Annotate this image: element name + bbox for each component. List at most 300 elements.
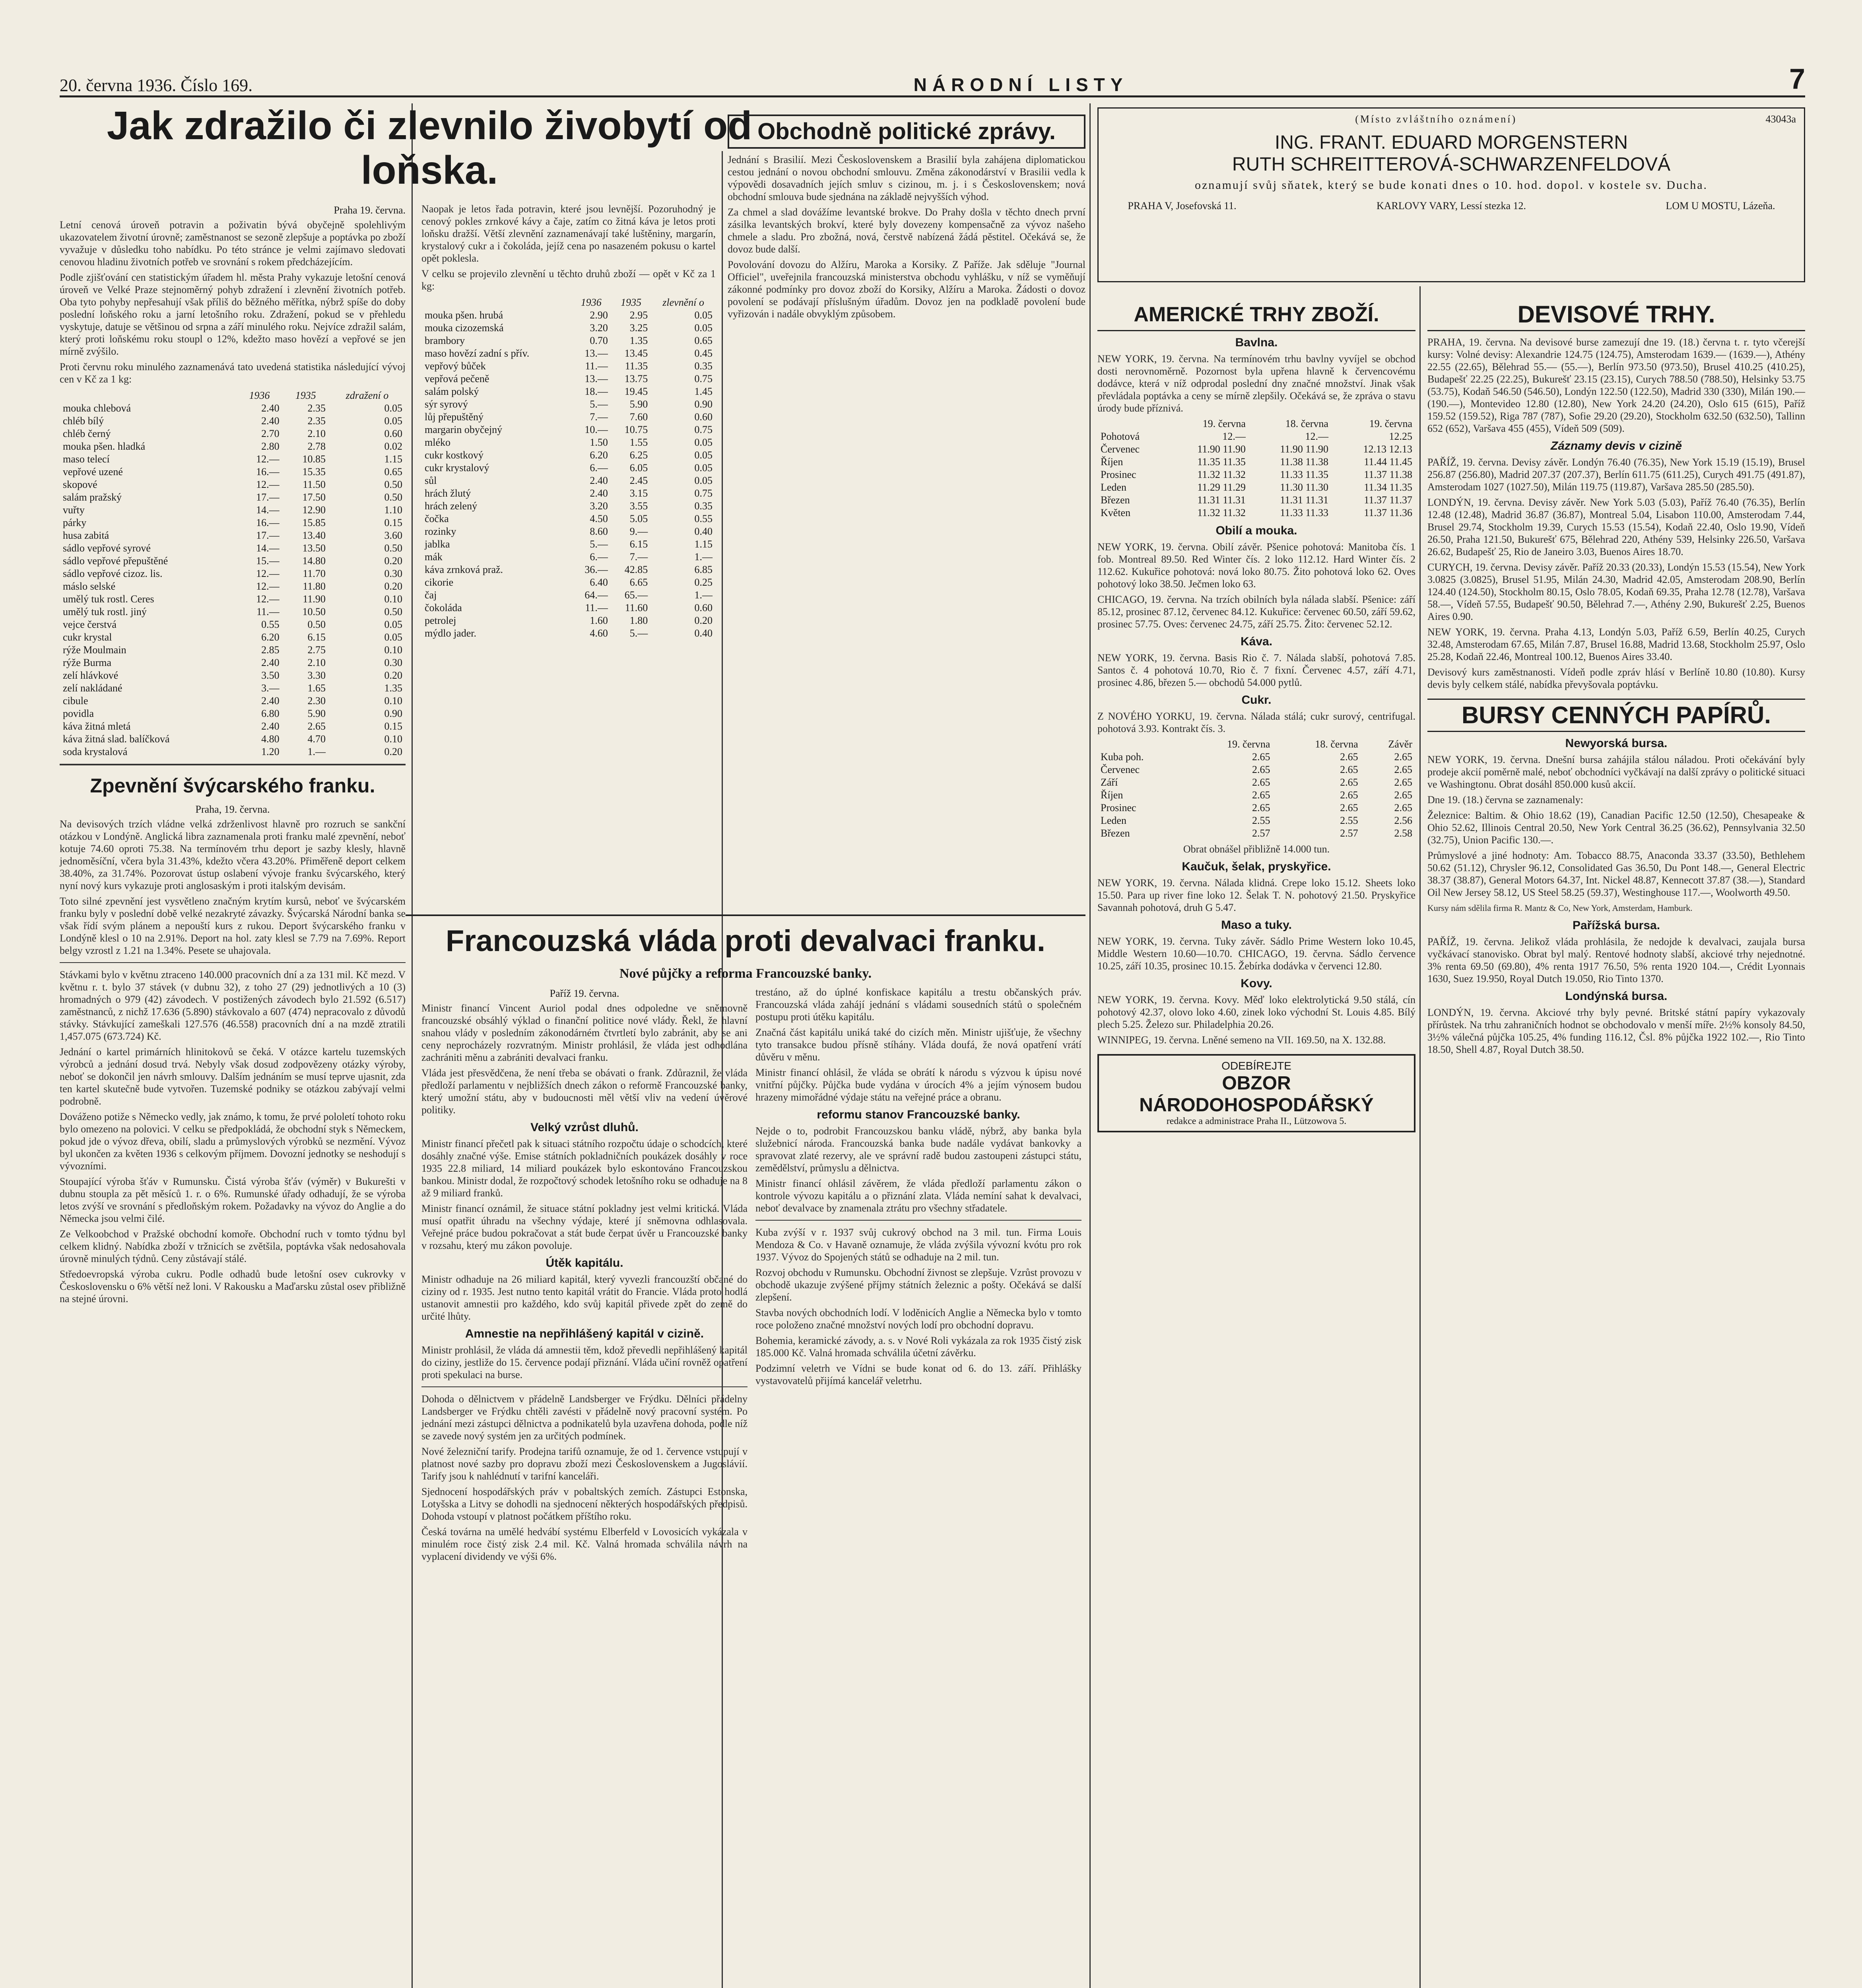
obzor-advertisement: [1097, 1054, 1415, 1132]
row-label: sádlo vepřové přepuštěné: [63, 555, 168, 567]
divider: [60, 764, 406, 765]
row-label: sádlo vepřové syrové: [63, 542, 151, 554]
row-label: petrolej: [425, 615, 456, 626]
market-report: Devisový kurs zaměstnanosti. Vídeň podle zpráv hlásí v Berlíně 10.80 (10.80). Kursy devis byly celkem stálé, nabídka převyšovala poptávku.: [1427, 666, 1805, 690]
ad-title: OBZOR NÁRODOHOSPODÁŘSKÝ: [1139, 1073, 1374, 1116]
row-label: máslo selské: [63, 580, 116, 592]
row-label: Leden: [1101, 481, 1126, 493]
cell-value: 2.57: [1340, 827, 1358, 839]
table-row: [1097, 481, 1415, 494]
market-report: NEW YORK, 19. června. Basis Rio č. 7. Nálada slabší, pohotová 7.85. Santos č. 4 pohotová 10.70, Rio č. 7 fixní. Červenec 4.57, září 4.71, prosinec 4.86, březen 5.— obchodů 54.000 pytlů.: [1097, 652, 1415, 688]
cell-value: 6.—: [590, 551, 608, 563]
table-row: [60, 644, 406, 656]
row-label: mouka pšen. hrubá: [425, 309, 503, 321]
cell-value: 13.40: [302, 530, 326, 541]
row-label: sůl: [425, 475, 437, 486]
row-label: husa zabitá: [63, 530, 109, 541]
article-paragraph: Ministr financí Vincent Auriol podal dnes odpoledne ve sněmovně francouzské obsáhlý výklad o finanční politice nové vlády. Řekl, že hlavní snahou vlády v posledním zákonodárném čtvrtletí bylo zabránit, aby se ani ceny neprocházely rozvratným. Ministr prohlásil, že vláda jest odhodlána zachrániti měnu a zabrániti devalvaci franku.: [421, 1002, 748, 1063]
news-item: Středoevropská výroba cukru. Podle odhadů bude letošní osev cukrovky v Československu o 6% větší než loni. V Rakousku a Maďarsku zůstal osev přibližně na stejné úrovni.: [60, 1268, 406, 1305]
article-title: Francouzská vláda proti devalvaci franku.: [446, 924, 1045, 958]
article-paragraph: Značná část kapitálu uniká také do cizích měn. Ministr ujišťuje, že všechny tyto transakce budou přísně stíhány. Vláda doufá, že nová opatření vrátí důvěru v měnu.: [755, 1027, 1081, 1063]
table-row: [60, 478, 406, 491]
table-row: [60, 746, 406, 758]
cell-value: 6.—: [590, 462, 608, 474]
column-rule: [1089, 103, 1091, 1988]
ad-code: 43043a: [1765, 113, 1796, 125]
row-label: mouka pšen. hladká: [63, 441, 146, 452]
subheading: Cukr.: [1241, 693, 1272, 707]
row-label: Prosinec: [1101, 802, 1136, 813]
article-paragraph: Letní cenová úroveň potravin a poživatin bývá obyčejně spolehlivým ukazovatelem životní úrovně; zaměstnanost se sezoně zlepšuje a poptávka po zboží vyvažuje v důsledku toho nabídku. Po této stránce je velmi zajímavo sledovati cenovou hladinu životních potřeb ve srovnání s rokem předcházejícím.: [60, 219, 406, 268]
col-header: 1936: [581, 297, 602, 308]
cell-value: 0.25: [694, 577, 713, 588]
cell-value: 3.55: [629, 500, 648, 512]
cell-value: 1.15: [694, 538, 713, 550]
cell-value: 11.32 11.32: [1197, 469, 1246, 480]
cell-value: 16.—: [256, 466, 280, 478]
cell-value: 17.—: [256, 491, 280, 503]
row-label: Březen: [1101, 827, 1130, 839]
cell-value: 6.05: [629, 462, 648, 474]
trade-news-column: [728, 107, 1085, 903]
cell-value: 2.65: [1394, 802, 1412, 813]
cell-value: 1.20: [261, 746, 280, 757]
cell-value: 11.70: [303, 568, 326, 579]
fx-markets-column: [1427, 294, 1805, 1988]
table-row: [1097, 468, 1415, 481]
cell-value: 0.65: [384, 466, 402, 478]
row-label: Pohotová: [1101, 431, 1140, 442]
table-row: [421, 500, 716, 513]
table-row: [60, 606, 406, 618]
cell-value: 2.65: [1252, 789, 1270, 801]
market-report: NEW YORK, 19. června. Tuky závěr. Sádlo Prime Western loko 10.45, Middle Western 10.60—10.70. CHICAGO, 19. června. Sádlo července 10.25, září 10.35, prosinec 10.15. Žebírka dodávka v červenci 12.80.: [1097, 936, 1415, 972]
table-row: [421, 551, 716, 563]
cell-value: 3.25: [629, 322, 648, 334]
table-row: [60, 440, 406, 453]
subheading: Obilí a mouka.: [1215, 524, 1297, 537]
cell-value: 0.05: [694, 437, 713, 448]
cell-value: 0.10: [384, 733, 402, 745]
subheading: Káva.: [1240, 635, 1273, 648]
col-header: zdražení o: [346, 390, 389, 401]
table-row: [60, 720, 406, 733]
market-report: PAŘÍŽ, 19. června. Devisy závěr. Londýn 76.40 (76.35), New York 15.19 (15.19), Brusel 256.87 (256.80), Madrid 207.37 (207.37), Berlín 611.75 (611.25), Curych 491.75 (491.87), Amsterodam 1027 (1027.50), Milán 119.75 (119.87), Varšava 285.50 (285.50).: [1427, 456, 1805, 493]
divider: [60, 962, 406, 963]
cell-value: 12.—: [256, 568, 280, 579]
table-row: [421, 576, 716, 589]
table-row: [421, 602, 716, 614]
issue-date: 20. června 1936. Číslo 169.: [60, 76, 253, 95]
market-report: NEW YORK, 19. června. Nálada klidná. Crepe loko 15.12. Sheets loko 15.50. Para up river fine loko 12. Šelak T. N. pohotový 21.50. Pryskyřice Savannah pohotová, druh G 5.47.: [1097, 877, 1415, 913]
cell-value: 11.37 11.37: [1364, 494, 1412, 506]
table-row: [421, 462, 716, 474]
living-cost-article: [60, 103, 799, 192]
row-label: čaj: [425, 589, 437, 601]
cell-value: 19. června: [1202, 418, 1246, 429]
cell-value: 2.40: [261, 657, 280, 668]
cell-value: 18. června: [1315, 738, 1358, 750]
cell-value: 11.80: [303, 580, 326, 592]
cell-value: 1.65: [307, 682, 326, 694]
cell-value: 0.50: [307, 619, 326, 630]
cell-value: 1.—: [694, 589, 713, 601]
news-item: Kuba zvýší v r. 1937 svůj cukrový obchod na 3 mil. tun. Firma Louis Mendoza & Co. v Havaně oznamuje, že vláda zvýšila vývozní kvótu pro rok 1937. Vývoz do Spojených států se odhaduje na 2 mil. tun.: [755, 1227, 1081, 1263]
row-label: mýdlo jader.: [425, 627, 476, 639]
row-label: [1097, 738, 1185, 751]
row-label: salám polský: [425, 386, 479, 397]
cell-value: 11.34 11.35: [1364, 481, 1412, 493]
news-item: Podzimní veletrh ve Vídni se bude konat od 6. do 13. září. Přihlášky vystavovatelů přijímá kancelář veletrhu.: [755, 1363, 1081, 1386]
cell-value: 2.65: [1340, 751, 1358, 763]
market-report: NEW YORK, 19. června. Obilí závěr. Pšenice pohotová: Manitoba čís. 1 fob. Montreal 89.50. Red Winter čís. 2 loko 112.12. Hard Winter čís. 2 112.62. Kukuřice pohotová: nová loko 80.75. Žito pohotová loko 62. Oves pohotový loko 38.50. Ječmen loko 63.: [1097, 541, 1415, 590]
cell-value: 6.40: [590, 577, 608, 588]
table-row: [60, 631, 406, 644]
table-row: [1097, 507, 1415, 519]
cell-value: 0.10: [384, 593, 402, 605]
cell-value: 0.30: [384, 568, 402, 579]
price-table-decrease: [421, 296, 716, 640]
cell-value: 2.65: [1394, 777, 1412, 788]
row-label: rozinky: [425, 526, 456, 537]
cell-value: 0.50: [384, 606, 402, 617]
article-paragraph: Ministr financí oznámil, že situace státní pokladny jest velmi kritická. Vláda musí opatřit úhradu na všechny výdaje, které jí sněmovna odhlasovala. Veřejné práce budou pokračovat a stát bude čerpat úvěr u Francouzské banky v rozsahu, který mu zákon povoluje.: [421, 1203, 748, 1251]
cell-value: 13.50: [302, 542, 326, 554]
table-row: [421, 614, 716, 627]
cell-value: 0.20: [384, 580, 402, 592]
french-article-col1: [421, 986, 748, 1988]
cell-value: 11.50: [303, 479, 326, 490]
news-item: Nové železniční tarify. Prodejna tarifů oznamuje, že od 1. července vstupují v platnost nové sazby pro dopravu zboží mezi Československem a Jugoslávií. Tarify jsou k nahlédnutí v tarifní kanceláři.: [421, 1446, 748, 1482]
cell-value: 0.20: [384, 670, 402, 681]
table-row: [421, 627, 716, 640]
ad-top-row: [1107, 113, 1796, 125]
table-row: [421, 423, 716, 436]
table-row: [1097, 494, 1415, 507]
table-row: [60, 695, 406, 707]
dateline: Praha 19. června.: [334, 204, 406, 216]
cell-value: 2.65: [307, 720, 326, 732]
cell-value: 18.—: [584, 386, 608, 397]
cell-value: 36.—: [584, 564, 608, 575]
market-report: PRAHA, 19. června. Na devisové burse zamezují dne 19. (18.) června t. r. tyto včerejší kursy: Volné devisy: Alexandrie 124.75 (124.75), Amsterodam 1639.— (1639.—), Athény 22.55 (22.65), Bělehrad 55.— (55.—), Berlín 973.50 (973.50), Brusel 410.25 (410.25), Budapešť 22.25 (22.25), Bukurešť 23.15 (23.15), Curych 788.50 (788.50), Helsinky 53.75 (53.75), Kodaň 546.50 (546.50), Londýn 122.50 (122.50), Madrid 330 (330), Milán 190.— (190.—), Montevideo 12.80 (12.80), New York 24.20 (24.20), Oslo 615 (615), Paříž 159.52 (159.52), Riga 787 (787), Sofie 29.20 (29.20), Stockholm 632.50 (632.50), Tallinn 652 (652), Varšava 455 (455), Vídeň 509 (509).: [1427, 336, 1805, 434]
cell-value: 2.40: [261, 415, 280, 427]
subheading: Kovy.: [1241, 977, 1272, 990]
market-report: PAŘÍŽ, 19. června. Jelikož vláda prohlásila, že nedojde k devalvaci, zaujala bursa vyčkávací stanovisko. Obrat byl malý. Rentové hodnoty slabší, akciové trhy nejednotné. 3% renta 69.50 (69.80), 4% renta 1917 76.50, 5% renta 1920 104.—, Crédit Lyonnais 1630, Suez 19.950, Royal Dutch 19.050, Rio Tinto 1370.: [1427, 936, 1805, 984]
american-markets-column: [1097, 294, 1415, 1988]
row-label: umělý tuk rostl. jiný: [63, 606, 147, 617]
cell-value: 0.35: [694, 500, 713, 512]
cell-value: 12.—: [256, 593, 280, 605]
cell-value: 0.10: [384, 695, 402, 707]
market-report: Obrat obnášel přibližně 14.000 tun.: [1183, 843, 1330, 855]
row-label: Červenec: [1101, 443, 1140, 455]
market-report: Dne 19. (18.) června se zaznamenaly:: [1427, 794, 1583, 806]
cell-value: 0.75: [694, 373, 713, 384]
table-row: [1097, 456, 1415, 468]
cell-value: 0.50: [384, 491, 402, 503]
cell-value: 2.10: [307, 428, 326, 439]
row-label: čočka: [425, 513, 449, 524]
cell-value: 4.60: [590, 627, 608, 639]
cell-value: 2.90: [590, 309, 608, 321]
cell-value: 8.60: [590, 526, 608, 537]
table-row: [1097, 802, 1415, 814]
cell-value: 0.05: [694, 309, 713, 321]
cell-value: 0.05: [694, 462, 713, 474]
cell-value: 12.—: [1222, 431, 1246, 442]
market-report: CHICAGO, 19. června. Na trzích obilních byla nálada slabší. Pšenice: září 85.12, prosinec 87.12, červenec 84.12. Kukuřice: červenec 60.50, září 59.62, prosinec 57.75. Oves: červenec 24.75, září 25.75. Žito: červenec 52.12.: [1097, 594, 1415, 630]
cell-value: 6.80: [261, 708, 280, 719]
row-label: vepřová pečeně: [425, 373, 489, 384]
cell-value: 2.65: [1340, 802, 1358, 813]
row-label: Červenec: [1101, 764, 1140, 775]
row-label: zelí hlávkové: [63, 670, 118, 681]
cell-value: 11.31 11.31: [1197, 494, 1246, 506]
row-label: vepřové uzené: [63, 466, 123, 478]
cell-value: 2.40: [590, 487, 608, 499]
news-item: Sjednocení hospodářských práv v pobaltských zemích. Zástupci Estonska, Lotyšska a Litvy se dohodli na sjednocení některých hospodářských předpisů. Dohoda vstoupí v platnost počátkem příštího roku.: [421, 1486, 748, 1522]
article-paragraph: Ministr financí přečetl pak k situaci státního rozpočtu údaje o schodcích, které dosáhly značné výše. Emise státních pokladničních poukázek dosáhly v roce 1935 22.8 miliard, 14 miliard poukázek bylo eskontováno Francouzskou bankou. Ministr dodal, že rozpočtový schodek letošního roku se odhaduje na 8 až 9 miliard franků.: [421, 1138, 748, 1199]
column-rule: [1419, 286, 1421, 1988]
cell-value: Závěr: [1388, 738, 1412, 750]
cell-value: 0.45: [694, 348, 713, 359]
cell-value: 2.65: [1252, 751, 1270, 763]
section-title: AMERICKÉ TRHY ZBOŽÍ.: [1097, 301, 1415, 331]
cell-value: 11.90 11.90: [1197, 443, 1246, 455]
cell-value: 0.35: [694, 360, 713, 372]
table-row: [421, 538, 716, 551]
cell-value: 2.65: [1252, 802, 1270, 813]
cell-value: 10.50: [302, 606, 326, 617]
cell-value: 13.75: [624, 373, 648, 384]
table-row: [60, 618, 406, 631]
cell-value: 0.75: [694, 487, 713, 499]
market-report: Průmyslové a jiné hodnoty: Am. Tobacco 88.75, Anaconda 33.37 (33.50), Bethlehem 50.62 (51.12), Chrysler 96.12, Consolidated Gas 36.50, Du Pont 148.—, General Electric 38.37 (38.87), General Motors 64.37, Int. Nickel 48.87, Kennecott 37.87 (38.—), Standard Oil New Jersey 58.12, US Steel 58.25 (59.37), Westinghouse 117.—, Woolworth 49.50.: [1427, 850, 1805, 898]
cell-value: 2.65: [1394, 764, 1412, 775]
cell-value: 0.50: [384, 542, 402, 554]
cell-value: 10.85: [302, 453, 326, 465]
article-paragraph: Toto silné zpevnění jest vysvětleno značným krytím kursů, neboť ve švýcarském franku byly v poslední době velké nezakryté závazky. Švýcarská Národní banka se však řídí svým plánem a nepouští kurs z rukou. Deport švýcarského franku v Londýně klesl o 10 na 2.91%. Deport na hol. zaty klesl se 7.79 na 7.69%. Report belgy vzrostl z 1.21 na 1.34%. Pesete se uhajovala.: [60, 895, 406, 956]
cell-value: 11.90: [303, 593, 326, 605]
row-label: cibule: [63, 695, 88, 707]
cell-value: 1.80: [629, 615, 648, 626]
news-item: Bohemia, keramické závody, a. s. v Nové Roli vykázala za rok 1935 čistý zisk 185.000 Kč. Valná hromada schválila účetní závěrku.: [755, 1335, 1081, 1359]
cell-value: 2.57: [1252, 827, 1270, 839]
cell-value: 2.65: [1340, 777, 1358, 788]
wedding-announcement: [1097, 107, 1805, 282]
cell-value: 1.15: [384, 453, 402, 465]
news-item: Stavba nových obchodních lodí. V loděnicích Anglie a Německa bylo v tomto roce položeno značné množství nových lodí pro obchodní dopravu.: [755, 1307, 1081, 1331]
cell-value: 2.85: [261, 644, 280, 656]
article-paragraph: Vláda jest přesvědčena, že není třeba se obávati o frank. Zdůraznil, že vláda předloží parlamentu v nejbližších dnech zákon o reformě Francouzské banky, který umožní státu, aby v budoucnosti měl větší vliv na vedení úvěrové politiky.: [421, 1067, 748, 1116]
article-paragraph: Nejde o to, podrobit Francouzskou banku vládě, nýbrž, aby banka byla služebnicí národa. Francouzská banka bude nadále vydávat bankovky a spravovat zlaté rezervy, ale ve správní radě budou zastoupeni zástupci státu, zemědělství, průmyslu a dělnictva.: [755, 1125, 1081, 1174]
table-row: [1097, 738, 1415, 751]
table-row: [421, 347, 716, 360]
article-paragraph: Na devisových trzích vládne velká zdrženlivost hlavně pro rozruch se sankční otázkou v Londýně. Anglická libra zaznamenala proti franku malé zpevnění, neboť kotuje 74.60 oproti 75.38. Na termínovém trhu deport je sazby klesly, hlavně jednoměsíční, včera byla 31.43%, kdežto včera 43.20%. Přiměřeně deport celkem 38.40%, za 31.74%. Pozorovat ústup oslabení vývoje franku švýcarského, který nyní nový kurs vykazuje proti anglosaským i proti italským devisám.: [60, 818, 406, 891]
table-row: [1097, 443, 1415, 456]
table-row: [1097, 417, 1415, 430]
cell-value: 2.45: [629, 475, 648, 486]
ad-label: ODEBÍREJTE: [1221, 1060, 1291, 1072]
table-row: [421, 563, 716, 576]
cell-value: 11.37 11.36: [1364, 507, 1412, 518]
cell-value: 0.90: [694, 398, 713, 410]
cell-value: 6.85: [694, 564, 713, 575]
cell-value: 0.05: [384, 415, 402, 427]
article-paragraph: Ministr odhaduje na 26 miliard kapitál, který vyvezli francouzští občané do ciziny od r. 1935. Jest nutno tento kapitál vrátit do Francie. Vláda proto hodlá ustanovit amnestii pro každého, kdo svůj kapitál přivede zpět do země do určité lhůty.: [421, 1274, 748, 1322]
page-header: [60, 63, 1805, 97]
article-title: Jak zdražilo či zlevnilo živobytí od loňska.: [107, 103, 752, 192]
cell-value: 11.37 11.38: [1364, 469, 1412, 480]
subheading: reformu stanov Francouzské banky.: [817, 1108, 1020, 1121]
cell-value: 6.15: [307, 631, 326, 643]
row-label: Květen: [1101, 507, 1131, 518]
cell-value: 19. června: [1227, 738, 1270, 750]
article-subtitle: Nové půjčky a reforma Francouzské banky.: [619, 966, 872, 981]
subheading: Maso a tuky.: [1221, 918, 1292, 932]
table-row: [60, 733, 406, 746]
cell-value: 17.—: [256, 530, 280, 541]
market-report: WINNIPEG, 19. června. Lněné semeno na VII. 169.50, na X. 132.88.: [1097, 1034, 1386, 1046]
cell-value: 12.—: [256, 580, 280, 592]
table-row: [60, 427, 406, 440]
cell-value: 0.60: [694, 411, 713, 423]
cell-value: 7.—: [629, 551, 648, 563]
article-paragraph: trestáno, až do úplné konfiskace kapitálu a trestu občanských práv. Francouzská vláda zahájí jednání s vládami sousedních států o společném postupu proti útěku kapitálu.: [755, 986, 1081, 1023]
cell-value: 2.65: [1252, 764, 1270, 775]
col-header: 1935: [621, 297, 642, 308]
cell-value: 2.55: [1340, 815, 1358, 826]
subheading: Pařížská bursa.: [1572, 919, 1660, 932]
table-row: [421, 449, 716, 462]
article-title: Zpevnění švýcarského franku.: [90, 775, 375, 797]
cell-value: 3.50: [261, 670, 280, 681]
cell-value: 14.—: [256, 504, 280, 516]
row-label: rýže Burma: [63, 657, 112, 668]
cell-value: 2.40: [261, 695, 280, 707]
cell-value: 13.45: [624, 348, 648, 359]
row-label: jablka: [425, 538, 450, 550]
cell-value: 11.44 11.45: [1364, 456, 1412, 468]
subheading: Záznamy devis v cizině: [1550, 439, 1682, 452]
cell-value: 0.40: [694, 627, 713, 639]
news-item: Stávkami bylo v květnu ztraceno 140.000 pracovních dní a za 131 mil. Kč mezd. V květnu r. t. bylo 37 stávek (v dubnu 32), z toho 27 (29) jednotlivých a 10 (3) hromadných o 979 (42) závodech. V postižených závodech bylo 21.592 (6.517) zaměstnanců, z nichž 17.636 (5.890) stávkovalo a 607 (474) nepracovalo z důvodů stávky. Stávkující zameškali 127.576 (46.558) pracovních dní a na mzdě ztratili 1,457.075 (673.724) Kč.: [60, 969, 406, 1042]
cell-value: 0.20: [384, 555, 402, 567]
cell-value: 2.65: [1252, 777, 1270, 788]
article-paragraph: Naopak je letos řada potravin, které jsou levnější. Pozoruhodný je cenový pokles zrnkové kávy a čaje, zatím co žitná káva je letos proti loňsku dražší. Větší zlevnění zaznamenávají také luštěniny, margarín, krystalový cukr a i čokoláda, jejíž cena po nasazeném pokusu o kartel opět poklesla.: [421, 203, 716, 264]
cell-value: 5.—: [590, 398, 608, 410]
table-header-row: [60, 389, 406, 402]
row-label: maso telecí: [63, 453, 110, 465]
cell-value: 0.15: [384, 720, 402, 732]
market-report: CURYCH, 19. června. Devisy závěr. Paříž 20.33 (20.33), Londýn 15.53 (15.54), New York 3.0825 (3.0825), Brusel 51.95, Milán 24.30, Madrid 42.05, Amsterodam 208.90, Berlín 124.40 (124.50), Stockholm 80.15, Oslo 78.05, Kodaň 69.35, Praha 12.78 (12.78), Varšava 58.—, Vídeň 57.55, Budapešť 90.50, Bělehrad 7.—, Athény 2.90, Bukurešť 2.25, Buenos Aires 0.90.: [1427, 561, 1805, 622]
table-row: [1097, 430, 1415, 443]
row-label: cukr krystalový: [425, 462, 489, 474]
row-label: hrách žlutý: [425, 487, 471, 499]
cell-value: 5.90: [307, 708, 326, 719]
cell-value: 0.02: [384, 441, 402, 452]
cell-value: 0.05: [694, 475, 713, 486]
cell-value: 0.05: [384, 631, 402, 643]
row-label: zelí nakládané: [63, 682, 122, 694]
cell-value: 1.50: [590, 437, 608, 448]
cell-value: 0.60: [384, 428, 402, 439]
table-row: [60, 567, 406, 580]
row-label: chléb černý: [63, 428, 111, 439]
table-row: [1097, 751, 1415, 763]
cell-value: 7.—: [590, 411, 608, 423]
article-paragraph: Proti červnu roku minulého zaznamenává tato uvedená statistika následující vývoj cen v Kč za 1 kg:: [60, 361, 406, 385]
row-label: rýže Moulmain: [63, 644, 126, 656]
cell-value: 11.35 11.35: [1197, 456, 1246, 468]
table-row: [60, 516, 406, 529]
cell-value: 15.35: [302, 466, 326, 478]
article-paragraph: V celku se projevilo zlevnění u těchto druhů zboží — opět v Kč za 1 kg:: [421, 268, 716, 292]
cell-value: 0.20: [694, 615, 713, 626]
news-item: Ze Velkoobchod v Pražské obchodní komoře. Obchodní ruch v tomto týdnu byl celkem klidný. Nabídka zboží v tržnicích se zvětšila, poptávka však nedosahovala úrovně minulých týdnů. Ceny zůstávají stálé.: [60, 1228, 406, 1264]
market-report: NEW YORK, 19. června. Na termínovém trhu bavlny vyvíjel se obchod dosti nerovnoměrně. Pozornost byla upřena hlavně k červencovému dodávce, která v níž odprodal poslední dny značné množství. Jinak však převládala poptávka a ceny se mírně zlepšily. Očekává se, že zpráva o stavu úrody bude příznivá.: [1097, 353, 1415, 414]
cell-value: 6.20: [261, 631, 280, 643]
row-label: Prosinec: [1101, 469, 1136, 480]
row-label: salám pražský: [63, 491, 122, 503]
cell-value: 2.35: [307, 402, 326, 414]
cell-value: 12.—: [256, 453, 280, 465]
cell-value: 19. června: [1369, 418, 1412, 429]
cell-value: 11.31 11.31: [1280, 494, 1328, 506]
row-label: umělý tuk rostl. Ceres: [63, 593, 154, 605]
cell-value: 0.65: [694, 335, 713, 346]
row-label: vuřty: [63, 504, 85, 516]
table-row: [60, 529, 406, 542]
masthead: NÁRODNÍ LISTY: [913, 74, 1128, 95]
row-label: vepřový bůček: [425, 360, 486, 372]
cell-value: 0.05: [694, 322, 713, 334]
cell-value: 11.—: [256, 606, 280, 617]
cell-value: 1.10: [384, 504, 402, 516]
section-title: BURSY CENNÝCH PAPÍRŮ.: [1427, 699, 1805, 732]
cell-value: 1.—: [694, 551, 713, 563]
subheading: Londýnská bursa.: [1565, 990, 1668, 1003]
cell-value: 13.—: [584, 373, 608, 384]
cell-value: 11.29 11.29: [1197, 481, 1246, 493]
cell-value: 1.60: [590, 615, 608, 626]
market-report: Železnice: Baltim. & Ohio 18.62 (19), Canadian Pacific 12.50 (12.50), Chesapeake & Ohio 52.62, Illinois Central 20.50, New York Central 36.25 (36.62), Pennsylvania 32.50 (32.75), Union Pacific 130.—.: [1427, 810, 1805, 846]
cell-value: 0.70: [590, 335, 608, 346]
cotton-table: [1097, 417, 1415, 519]
cell-value: 2.10: [307, 657, 326, 668]
cell-value: 15.—: [256, 555, 280, 567]
news-item: Jednání o kartel primárních hlinitokovů se čeká. V otázce kartelu tuzemských výrobců a jednání dosud trvá. Nebyly však dosud zodpovězeny otázky výroby, neboť se dokončil jen návrh smlouvy. Dalším jednáním se musí teprve ujasnit, zda ten kartel skutečně bude vytvořen. Tuzemské podniky se otázkou zabývají velmi podrobně.: [60, 1046, 406, 1107]
row-label: Říjen: [1101, 789, 1123, 801]
table-row: [421, 589, 716, 602]
ad-subtitle: redakce a administrace Praha II., Lützowova 5.: [1166, 1116, 1347, 1126]
news-item: Stoupající výroba šťáv v Rumunsku. Čistá výroba šťáv (výměr) v Bukurešti v dubnu stoupla za pět měsíců 1. r. o 6%. Rumunské úřady odhadují, že se výroba letos zvýší ve srovnání s předloňským rokem. Požadavky na vývoz do Anglie a do Německa jsou velmi čilé.: [60, 1176, 406, 1224]
cell-value: 1.55: [629, 437, 648, 448]
table-row: [1097, 814, 1415, 827]
row-label: párky: [63, 517, 87, 528]
cell-value: 2.40: [261, 402, 280, 414]
divider: [755, 1220, 1081, 1221]
cell-value: 12.25: [1389, 431, 1412, 442]
table-row: [60, 402, 406, 415]
row-label: [1097, 417, 1166, 430]
row-label: mléko: [425, 437, 450, 448]
market-report: Z NOVÉHO YORKU, 19. června. Nálada stálá; cukr surový, centrifugal. pohotová 3.93. Kontrakt čís. 3.: [1097, 711, 1415, 734]
table-row: [60, 491, 406, 504]
cell-value: 19.45: [624, 386, 648, 397]
cell-value: 3.30: [307, 670, 326, 681]
